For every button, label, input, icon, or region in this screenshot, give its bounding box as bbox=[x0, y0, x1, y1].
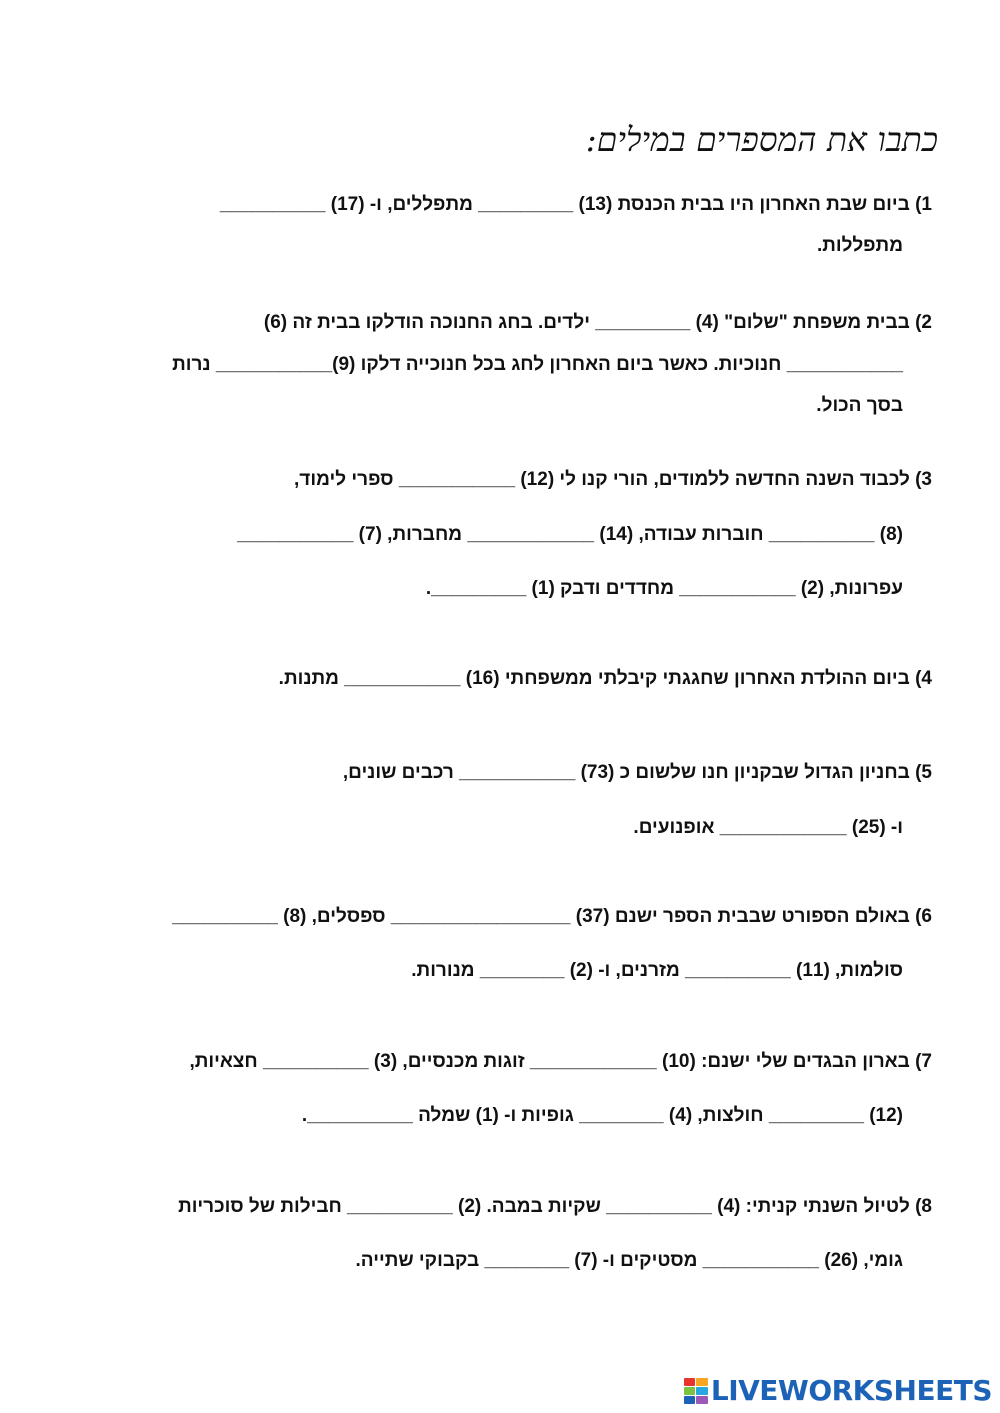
question-6-line-1: 6) באולם הספורט שבבית הספר ישנם (37) _________________ ספסלים, (8) __________ bbox=[172, 906, 932, 927]
question-6-line-2: סולמות, (11) __________ מזרנים, ו- (2) ________ מנורות. bbox=[411, 960, 903, 981]
question-3-line-1: 3) לכבוד השנה החדשה ללמודים, הורי קנו לי (12) ___________ ספרי לימוד, bbox=[294, 469, 932, 490]
logo-block bbox=[696, 1378, 708, 1386]
question-8-line-2: גומי, (26) ___________ מסטיקים ו- (7) ________ בקבוקי שתייה. bbox=[355, 1250, 903, 1271]
question-3-line-2: (8) __________ חוברות עבודה, (14) ____________ מחברות, (7) ___________ bbox=[237, 524, 903, 545]
question-2-line-1: 2) בבית משפחת "שלום" (4) _________ ילדים. בחג החנוכה הודלקו בבית זה (6) bbox=[263, 312, 932, 333]
logo-text: LIVEWORKSHEETS bbox=[710, 1374, 992, 1407]
question-2-line-2: ___________ חנוכיות. כאשר ביום האחרון לחג בכל חנוכייה דלקו (9)___________ נרות bbox=[172, 354, 903, 375]
logo-block bbox=[696, 1387, 708, 1395]
question-8-line-1: 8) לטיול השנתי קניתי: (4) __________ שקיות במבה. (2) __________ חבילות של סוכריות bbox=[178, 1196, 932, 1217]
logo-block bbox=[684, 1378, 696, 1386]
logo-block bbox=[696, 1396, 708, 1404]
question-4-line-1: 4) ביום ההולדת האחרון שחגגתי קיבלתי ממשפחתי (16) ___________ מתנות. bbox=[278, 668, 932, 689]
question-1-line-1: 1) ביום שבת האחרון היו בבית הכנסת (13) _________ מתפללים, ו- (17) __________ bbox=[219, 194, 932, 215]
question-3-line-3: עפרונות, (2) ___________ מחדדים ודבק (1) _________. bbox=[425, 578, 903, 599]
logo-mark-icon bbox=[684, 1378, 708, 1404]
logo-block bbox=[684, 1387, 696, 1395]
question-7-line-1: 7) בארון הבגדים שלי ישנם: (10) ____________ זוגות מכנסיים, (3) __________ חצאיות, bbox=[189, 1051, 932, 1072]
question-2-line-3: בסך הכול. bbox=[816, 395, 903, 416]
worksheet-title: כתבו את המספרים במילים: bbox=[585, 120, 938, 159]
question-7-line-2: (12) _________ חולצות, (4) ________ גופיות ו- (1) שמלה __________. bbox=[301, 1105, 903, 1126]
question-1-line-2: מתפללות. bbox=[816, 235, 903, 256]
question-5-line-2: ו- (25) ____________ אופנועים. bbox=[633, 817, 903, 838]
question-5-line-1: 5) בחניון הגדול שבקניון חנו שלשום כ (73) ___________ רכבים שונים, bbox=[342, 762, 932, 783]
liveworksheets-logo bbox=[684, 1374, 992, 1407]
logo-block bbox=[684, 1396, 696, 1404]
